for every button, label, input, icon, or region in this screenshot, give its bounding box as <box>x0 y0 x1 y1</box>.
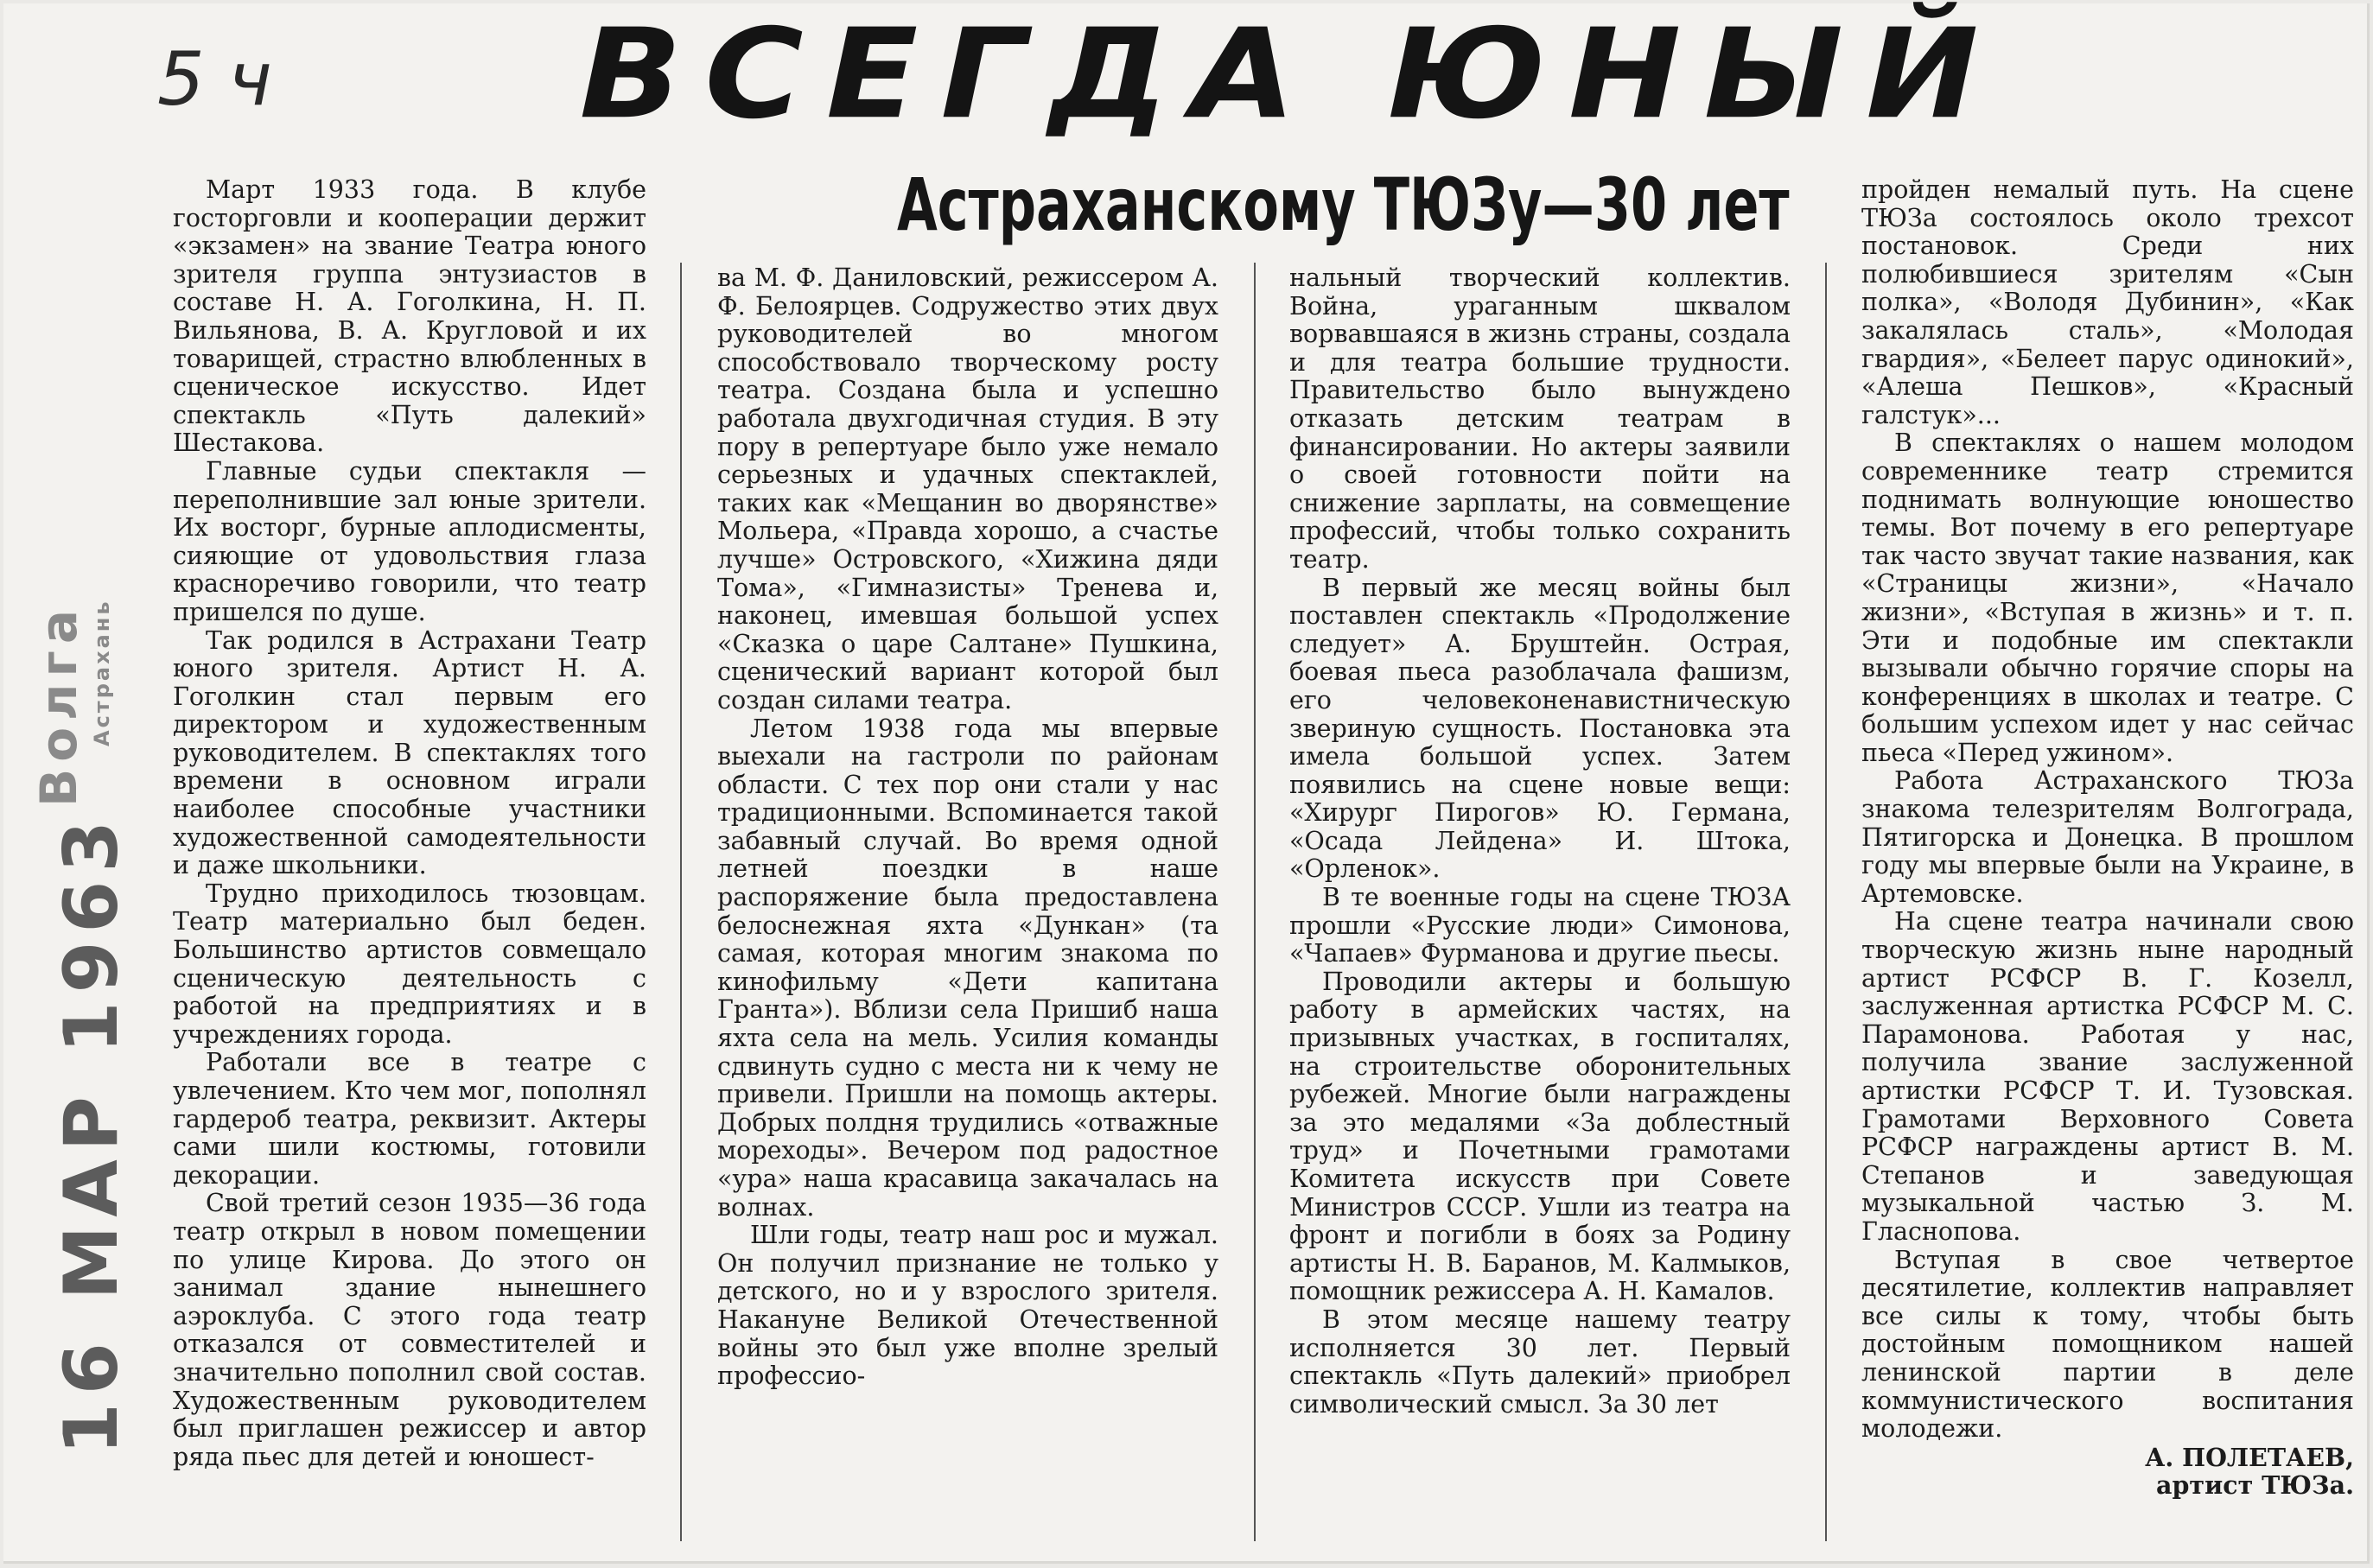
headline: ВСЕГДА ЮНЫЙ <box>579 1 2001 147</box>
column-divider <box>1825 263 1827 1541</box>
paragraph: В те военные годы на сцене ТЮЗА прошли «Русские люди» Симонова, «Чапаев» Фурманова и другие пьесы. <box>1289 883 1791 968</box>
date-stamp: 16 МАР 1963 <box>48 811 135 1455</box>
article-column-3 <box>1289 264 1791 1552</box>
article-column-4 <box>1861 176 2354 1558</box>
newspaper-clipping <box>3 3 2370 1564</box>
paragraph: Главные судьи спектакля — переполнившие зал юные зрители. Их восторг, бурные аплодисменты, сияющие от удовольствия глаза красноречиво говорили, что театр пришелся по душе. <box>173 456 646 626</box>
paragraph: Вступая в свое четвертое десятилетие, коллектив направляет все силы к тому, чтобы быть достойным помощником нашей ленинской партии в деле коммунистического воспитания молодежи. <box>1861 1245 2354 1444</box>
paragraph: Летом 1938 года мы впервые выехали на гастроли по районам области. С тех пор они стали у нас традиционными. Вспоминается такой забавный случай. Во время одной летней поездки в наше распоряжение была предоставлена белоснежная яхта «Дункан» (та самая, которая многим знакома по кинофильму «Дети капитана Гранта»). Вблизи села Пришиб наша яхта села на мель. Усилия команды сдвинуть судно с места ни к чему не привели. Пришли на помощь актеры. Добрых полдня трудились «отважные мореходы». Вечером под радостное «ура» наша красавица закачалась на волнах. <box>717 714 1218 1222</box>
paragraph: Работали все в театре с увлечением. Кто чем мог, пополнял гардероб театра, реквизит. Актеры сами шили костюмы, готовили декорации. <box>173 1048 646 1190</box>
column-divider <box>1254 263 1256 1541</box>
newspaper-stamp: Волга <box>29 603 88 807</box>
paragraph: Март 1933 года. В клубе госторговли и кооперации держит «экзамен» на звание Театра юного зрителя группа энтузиастов в составе Н. А. Гоголкина, Н. П. Вильянова, В. А. Кругловой и их товарищей, страстно влюбленных в сценическое искусство. Идет спектакль «Путь далекий» Шестакова. <box>173 175 646 458</box>
paragraph: Трудно приходилось тюзовцам. Театр материально был беден. Большинство артистов совмещало сценическую деятельность с работой на предприятиях и в учреждениях города. <box>173 879 646 1049</box>
paragraph: В этом месяце нашему театру исполняется 30 лет. Первый спектакль «Путь далекий» приобрел символический смысл. За 30 лет <box>1289 1305 1791 1419</box>
article-column-1 <box>173 176 646 1541</box>
paragraph: Шли годы, театр наш рос и мужал. Он получил признание не только у детского, но и у взрослого зрителя. Накануне Великой Отечественной войны это был уже вполне зрелый профессио- <box>717 1221 1218 1391</box>
paragraph: ва М. Ф. Даниловский, режиссером А. Ф. Белоярцев. Содружество этих двух руководителей во многом способствовало творческому росту театра. Создана была и успешно работала двухгодичная студия. В эту пору в репертуаре было уже немало серьезных и удачных спектаклей, таких как «Мещанин во дворянстве» Мольера, «Правда хорошо, а счастье лучше» Островского, «Хижина дяди Тома», «Гимназисты» Тренева и, наконец, имевшая большой успех «Сказка о царе Салтане» Пушкина, сценический вариант которой был создан силами театра. <box>717 263 1218 714</box>
paragraph: пройден немалый путь. На сцене ТЮЗа состоялось около трехсот постановок. Среди них полюбившиеся зрителям «Сын полка», «Володя Дубинин», «Как закалялась сталь», «Молодая гвардия», «Белеет парус одинокий», «Алеша Пешков», «Красный галстук»... <box>1861 175 2354 429</box>
paragraph: В спектаклях о нашем молодом современнике театр стремится поднимать волнующие юношество темы. Вот почему в его репертуаре так часто звучат такие названия, как «Страницы жизни», «Начало жизни», «Вступая в жизнь» и т. п. Эти и подобные им спектакли вызывали обычно горячие споры на конференциях в школах и театре. С большим успехом идет у нас сейчас пьеса «Перед ужином». <box>1861 429 2354 767</box>
paragraph: Так родился в Астрахани Театр юного зрителя. Артист Н. А. Гоголкин стал первым его директором и художественным руководителем. В спектаклях того времени в основном играли наиболее способные участники художественной самодеятельности и даже школьники. <box>173 625 646 880</box>
paragraph: Работа Астраханского ТЮЗа знакома телезрителям Волгограда, Пятигорска и Донецка. В прошлом году мы впервые были на Украине, в Артемовске. <box>1861 766 2354 908</box>
subheadline: Астраханскому ТЮЗу—30 лет <box>897 162 1790 247</box>
handwritten-mark: 5 ч <box>157 36 272 123</box>
paragraph: В первый же месяц войны был поставлен спектакль «Продолжение следует» А. Бруштейн. Острая, боевая пьеса разоблачала фашизм, его человеконенавистническую звериную сущность. Постановка эта имела большой успех. Затем появились на сцене новые вещи: «Хирург Пирогов» Ю. Германа, «Осада Лейдена» И. Штока, «Орленок». <box>1289 573 1791 884</box>
author-role: артист ТЮЗа. <box>2156 1470 2354 1501</box>
column-divider <box>680 263 682 1541</box>
paragraph: нальный творческий коллектив. Война, ураганным шквалом ворвавшаяся в жизнь страны, создала и для театра большие трудности. Правительство было вынуждено отказать детским театрам в финансировании. Но актеры заявили о своей готовности пойти на снижение зарплаты, на совмещение профессий, чтобы только сохранить театр. <box>1289 263 1791 574</box>
city-stamp: Астрахань <box>90 599 114 746</box>
paragraph: Проводили актеры и большую работу в армейских частях, на призывных участках, в госпиталях, на строительстве оборонительных рубежей. Многие были награждены за это медалями «За доблестный труд» и Почетными грамотами Комитета искусств при Совете Министров СССР. Ушли из театра на фронт и погибли в боях за Родину артисты Н. В. Баранов, М. Калмыков, помощник режиссера А. Н. Камалов. <box>1289 967 1791 1306</box>
paragraph: Свой третий сезон 1935—36 года театр открыл в новом помещении по улице Кирова. До этого он занимал здание нынешнего аэроклуба. С этого года театр отказался от совместителей и значительно пополнил свой состав. Художественным руководителем был приглашен режиссер и автор ряда пьес для детей и юношест- <box>173 1189 646 1471</box>
paragraph: На сцене театра начинали свою творческую жизнь ныне народный артист РСФСР В. Г. Козелл, заслуженная артистка РСФСР М. С. Парамонова. Работая у нас, получила звание заслуженной артистки РСФСР Т. И. Тузовская. Грамотами Верховного Совета РСФСР награждены артист В. М. Степанов и заведующая музыкальной частью З. М. Гласнопова. <box>1861 907 2354 1246</box>
article-column-2 <box>717 264 1218 1552</box>
author-name: А. ПОЛЕТАЕВ, <box>2145 1442 2354 1472</box>
